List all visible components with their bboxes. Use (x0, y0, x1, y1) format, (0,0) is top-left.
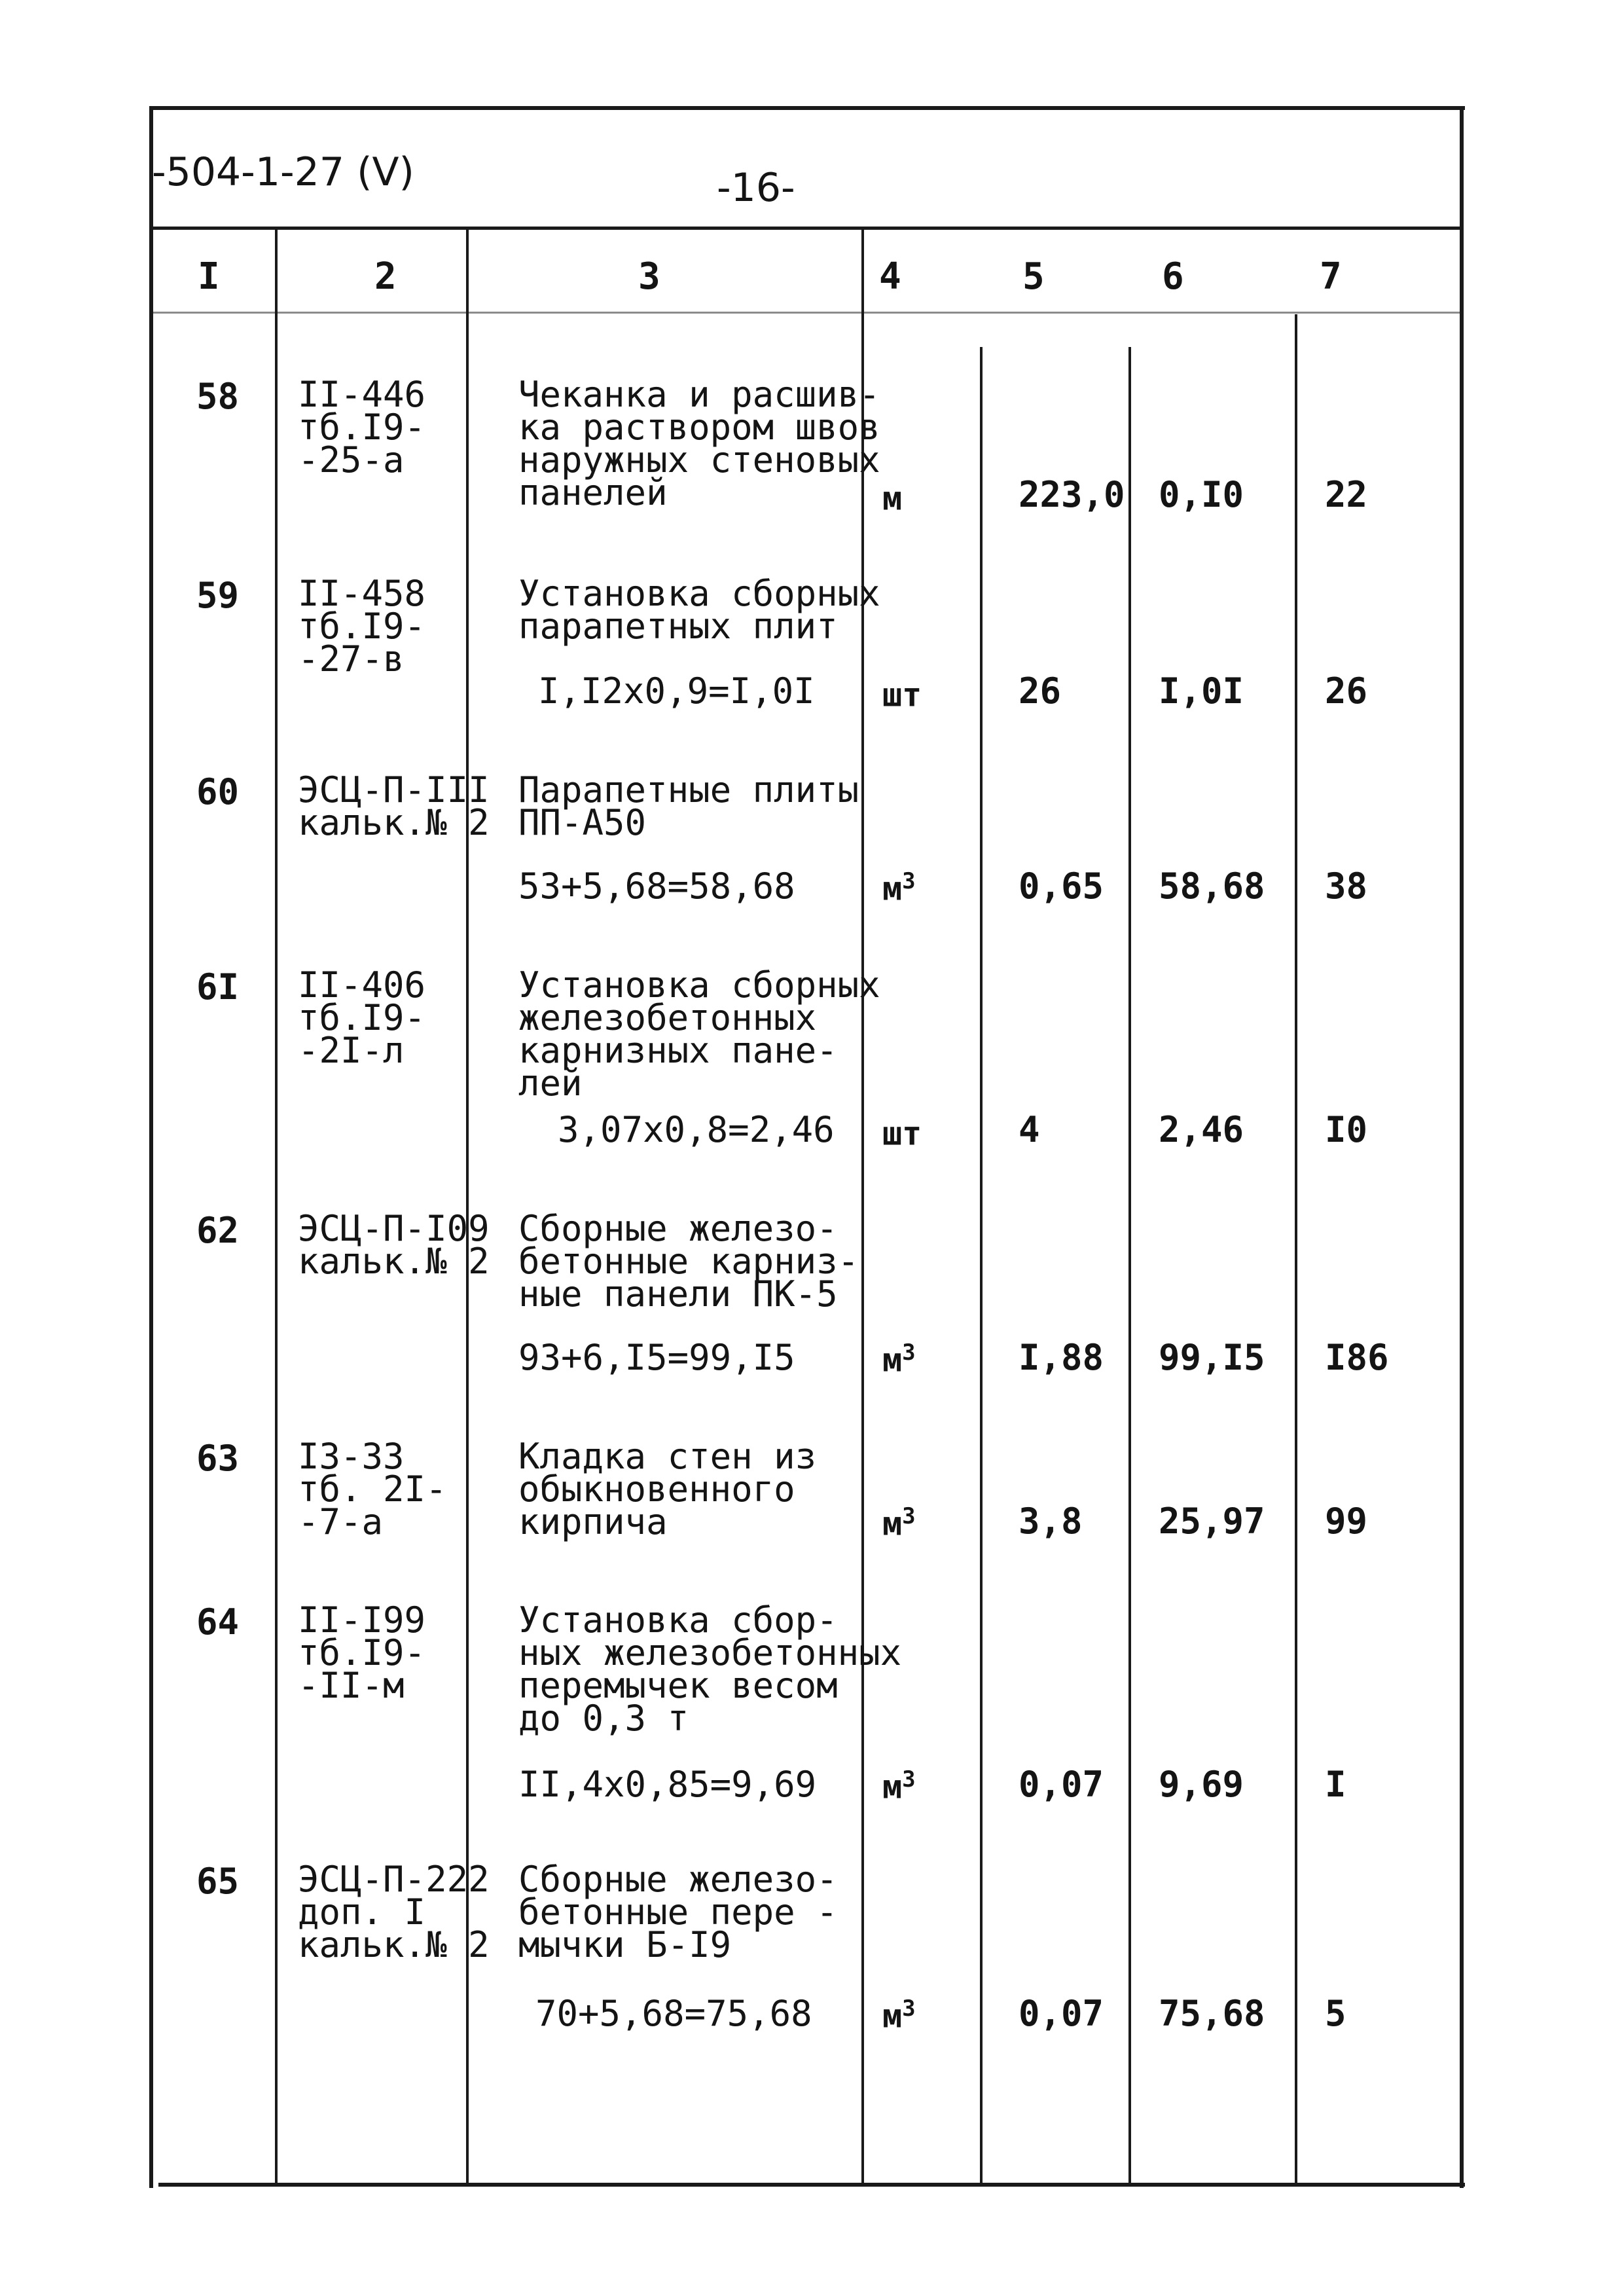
row-description-line: бетонные карниз- (518, 1241, 859, 1282)
col-header-7: 7 (1320, 255, 1342, 298)
row-description-line: Сборные железо- (518, 1859, 838, 1900)
row-description-line: мычки Б-I9 (518, 1924, 732, 1965)
row-calculation: II,4х0,85=9,69 (518, 1764, 817, 1805)
row-col6: 75,68 (1159, 1993, 1265, 2034)
row-description-line: Парапетные плиты (518, 769, 859, 811)
row-number: 58 (196, 376, 240, 417)
row-description-line: наружных стеновых (518, 439, 880, 481)
col-header-1: I (198, 255, 220, 298)
row-description-line: карнизных пане- (518, 1030, 838, 1071)
row-code-line: -27-в (298, 638, 405, 680)
row-code-line: доп. I (298, 1891, 426, 1933)
row-unit: шт (882, 1114, 922, 1153)
row-col7: 38 (1325, 866, 1368, 907)
row-col5: 0,65 (1019, 866, 1104, 907)
colheader-divider-line (152, 312, 1462, 314)
row-col6: I,0I (1159, 670, 1244, 712)
row-number: 6I (196, 966, 240, 1008)
row-col6: 99,I5 (1159, 1337, 1265, 1378)
row-code-line: ЭСЦ-П-222 (298, 1859, 490, 1900)
row-number: 59 (196, 575, 240, 616)
row-description-line: ПП-А50 (518, 802, 647, 843)
row-code-line: -25-а (298, 439, 405, 481)
row-description-line: Чеканка и расшив- (518, 374, 880, 415)
row-code-line: тб.I9- (298, 1632, 426, 1673)
row-col5: I,88 (1019, 1337, 1104, 1378)
col-header-3: 3 (638, 255, 660, 298)
row-unit: м (882, 479, 903, 518)
row-code-line: II-I99 (298, 1599, 426, 1641)
col-sep-4 (980, 347, 983, 2184)
row-calculation: 53+5,68=58,68 (518, 866, 795, 907)
row-col6: 25,97 (1159, 1501, 1265, 1542)
project-code: -504-1-27 (V) (152, 149, 414, 195)
row-col7: 5 (1325, 1993, 1346, 2034)
row-col7: 22 (1325, 474, 1368, 515)
row-col7: 99 (1325, 1501, 1368, 1542)
header-divider-line (152, 227, 1462, 230)
row-code-line: ЭСЦ-П-I09 (298, 1208, 490, 1249)
row-calculation: 3,07х0,8=2,46 (558, 1109, 835, 1150)
row-calculation: 93+6,I5=99,I5 (518, 1337, 795, 1378)
row-code-line: -7-а (298, 1501, 384, 1542)
row-code-line: I3-33 (298, 1436, 405, 1477)
row-description-line: Кладка стен из (518, 1436, 817, 1477)
col-header-4: 4 (879, 255, 901, 298)
row-col6: 9,69 (1159, 1764, 1244, 1805)
row-description-line: кирпича (518, 1501, 668, 1542)
row-description-line: перемычек весом (518, 1665, 838, 1706)
col-header-2: 2 (374, 255, 397, 298)
frame-bottom-line (158, 2183, 1465, 2187)
row-description-line: Сборные железо- (518, 1208, 838, 1249)
row-code-line: тб.I9- (298, 407, 426, 448)
row-col5: 0,07 (1019, 1993, 1104, 2034)
row-description-line: Установка сбор- (518, 1599, 838, 1641)
row-number: 65 (196, 1861, 240, 1902)
row-description-line: лей (518, 1063, 583, 1104)
row-description-line: бетонные пере - (518, 1891, 838, 1933)
page-number: -16- (717, 165, 795, 211)
row-unit: $м^3$ (882, 1995, 916, 2035)
row-unit: $м^3$ (882, 1339, 916, 1379)
row-description-line: панелей (518, 472, 668, 513)
row-number: 63 (196, 1438, 240, 1479)
col-sep-3 (861, 230, 864, 2184)
row-col6: 2,46 (1159, 1109, 1244, 1150)
frame-top-line (149, 106, 1465, 110)
frame-right-line (1460, 106, 1464, 2188)
row-description-line: ных железобетонных (518, 1632, 902, 1673)
row-calculation: I,I2х0,9=I,0I (538, 670, 815, 712)
row-code-line: II-446 (298, 374, 426, 415)
row-description-line: ка раствором швов (518, 407, 880, 448)
row-code-line: кальк.№ 2 (298, 1924, 490, 1965)
row-col7: 26 (1325, 670, 1368, 712)
row-number: 64 (196, 1601, 240, 1643)
row-description-line: Установка сборных (518, 964, 880, 1006)
col-sep-1 (275, 230, 278, 2184)
row-number: 62 (196, 1210, 240, 1251)
row-col5: 223,0 (1019, 474, 1125, 515)
row-col7: I0 (1325, 1109, 1368, 1150)
row-number: 60 (196, 771, 240, 812)
row-code-line: ЭСЦ-П-III (298, 769, 490, 811)
row-description-line: Установка сборных (518, 573, 880, 614)
row-code-line: -2I-л (298, 1030, 405, 1071)
row-unit: $м^3$ (882, 1503, 916, 1543)
row-code-line: кальк.№ 2 (298, 1241, 490, 1282)
row-description-line: железобетонных (518, 997, 817, 1038)
row-col7: I86 (1325, 1337, 1389, 1378)
row-code-line: тб. 2I- (298, 1468, 447, 1510)
row-col6: 0,I0 (1159, 474, 1244, 515)
row-col5: 26 (1019, 670, 1062, 712)
row-code-line: тб.I9- (298, 997, 426, 1038)
col-sep-5 (1128, 347, 1131, 2184)
col-header-5: 5 (1022, 255, 1045, 298)
row-code-line: II-458 (298, 573, 426, 614)
frame-left-line (149, 106, 153, 2188)
row-description-line: до 0,3 т (518, 1698, 689, 1739)
row-col5: 0,07 (1019, 1764, 1104, 1805)
row-col5: 3,8 (1019, 1501, 1083, 1542)
row-unit: $м^3$ (882, 1766, 916, 1806)
row-code-line: -II-м (298, 1665, 405, 1706)
row-code-line: кальк.№ 2 (298, 802, 490, 843)
row-description-line: обыкновенного (518, 1468, 795, 1510)
row-calculation: 70+5,68=75,68 (535, 1993, 812, 2034)
row-unit: $м^3$ (882, 868, 916, 908)
row-code-line: тб.I9- (298, 606, 426, 647)
row-unit: шт (882, 676, 922, 714)
row-description-line: ные панели ПК-5 (518, 1273, 838, 1315)
row-code-line: II-406 (298, 964, 426, 1006)
row-col6: 58,68 (1159, 866, 1265, 907)
row-col5: 4 (1019, 1109, 1040, 1150)
col-header-6: 6 (1162, 255, 1184, 298)
col-sep-6 (1295, 314, 1297, 2184)
row-col7: I (1325, 1764, 1346, 1805)
row-description-line: парапетных плит (518, 606, 838, 647)
